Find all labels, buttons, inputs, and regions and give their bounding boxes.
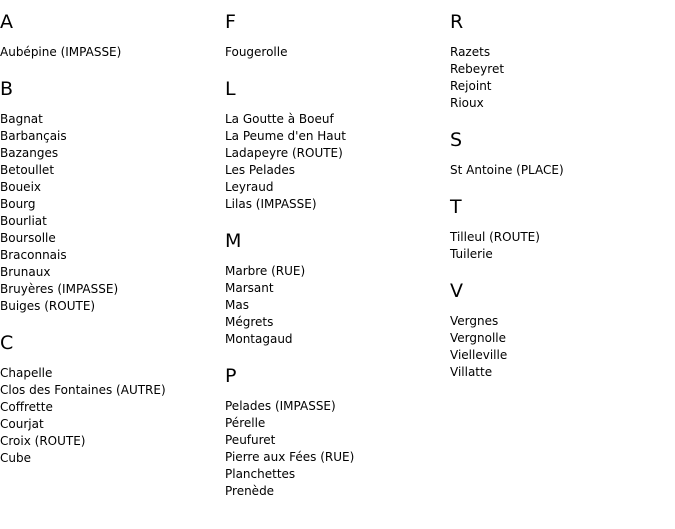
street-link[interactable]: Mas <box>225 298 249 312</box>
letter-section-s <box>450 128 665 179</box>
street-link[interactable]: Pierre aux Fées (RUE) <box>225 450 355 464</box>
street-link[interactable]: Bagnat <box>0 112 43 126</box>
street-link[interactable]: Razets <box>450 45 491 59</box>
street-link[interactable]: Marbre (RUE) <box>225 264 306 278</box>
street-link[interactable]: Montagaud <box>225 332 293 346</box>
section-letter-p: P <box>225 365 237 387</box>
letter-section-t <box>450 195 665 263</box>
street-index-column-1 <box>0 10 215 483</box>
street-link[interactable]: Peufuret <box>225 433 276 447</box>
section-letter-c: C <box>0 332 14 354</box>
street-link[interactable]: Boursolle <box>0 231 56 245</box>
street-link[interactable]: St Antoine (PLACE) <box>450 163 564 177</box>
street-link[interactable]: Lilas (IMPASSE) <box>225 197 317 211</box>
street-link[interactable]: Courjat <box>0 417 44 431</box>
street-link[interactable]: Fougerolle <box>225 45 288 59</box>
street-list-b <box>0 111 215 315</box>
letter-section-p <box>225 364 440 500</box>
letter-section-a <box>0 10 215 61</box>
street-link[interactable]: Les Pelades <box>225 163 296 177</box>
section-letter-r: R <box>450 11 464 33</box>
street-link[interactable]: Bourliat <box>0 214 47 228</box>
letter-section-r <box>450 10 665 112</box>
street-link[interactable]: Barbançais <box>0 129 67 143</box>
street-list-f <box>225 44 440 61</box>
street-link[interactable]: Bourg <box>0 197 36 211</box>
street-index-column-3 <box>450 10 665 397</box>
street-link[interactable]: Aubépine (IMPASSE) <box>0 45 122 59</box>
street-link[interactable]: Planchettes <box>225 467 296 481</box>
street-link[interactable]: Pelades (IMPASSE) <box>225 399 336 413</box>
street-link[interactable]: Rebeyret <box>450 62 505 76</box>
street-link[interactable]: Vielleville <box>450 348 508 362</box>
street-link[interactable]: Bazanges <box>0 146 59 160</box>
street-link[interactable]: Coffrette <box>0 400 53 414</box>
section-letter-t: T <box>450 196 462 218</box>
street-list-t <box>450 229 665 263</box>
letter-section-v <box>450 279 665 381</box>
street-list-r <box>450 44 665 112</box>
street-list-c <box>0 365 215 467</box>
letter-section-m <box>225 229 440 348</box>
street-link[interactable]: Pérelle <box>225 416 266 430</box>
street-list-l <box>225 111 440 213</box>
street-link[interactable]: Betoullet <box>0 163 55 177</box>
street-link[interactable]: Villatte <box>450 365 493 379</box>
street-list-s <box>450 162 665 179</box>
street-link[interactable]: La Peume d'en Haut <box>225 129 346 143</box>
section-letter-s: S <box>450 129 463 151</box>
street-list-p <box>225 398 440 500</box>
street-link[interactable]: Braconnais <box>0 248 67 262</box>
letter-section-l <box>225 77 440 213</box>
street-link[interactable]: Buiges (ROUTE) <box>0 299 96 313</box>
street-link[interactable]: Rioux <box>450 96 484 110</box>
section-letter-m: M <box>225 230 242 252</box>
section-letter-f: F <box>225 11 236 33</box>
street-link[interactable]: Vergnolle <box>450 331 506 345</box>
street-link[interactable]: Cube <box>0 451 31 465</box>
street-link[interactable]: Vergnes <box>450 314 499 328</box>
street-link[interactable]: Rejoint <box>450 79 492 93</box>
street-link[interactable]: Croix (ROUTE) <box>0 434 86 448</box>
street-link[interactable]: Ladapeyre (ROUTE) <box>225 146 343 160</box>
street-link[interactable]: Mégrets <box>225 315 274 329</box>
street-link[interactable]: Tuilerie <box>450 247 493 261</box>
street-link[interactable]: La Goutte à Boeuf <box>225 112 334 126</box>
street-link[interactable]: Clos des Fontaines (AUTRE) <box>0 383 166 397</box>
street-link[interactable]: Chapelle <box>0 366 53 380</box>
letter-section-b <box>0 77 215 315</box>
letter-section-f <box>225 10 440 61</box>
street-list-v <box>450 313 665 381</box>
section-letter-b: B <box>0 78 14 100</box>
street-link[interactable]: Brunaux <box>0 265 51 279</box>
street-index-column-2 <box>225 10 440 516</box>
street-link[interactable]: Bruyères (IMPASSE) <box>0 282 119 296</box>
section-letter-a: A <box>0 11 13 33</box>
section-letter-v: V <box>450 280 463 302</box>
street-link[interactable]: Marsant <box>225 281 274 295</box>
street-link[interactable]: Leyraud <box>225 180 274 194</box>
section-letter-l: L <box>225 78 236 100</box>
street-link[interactable]: Tilleul (ROUTE) <box>450 230 540 244</box>
street-link[interactable]: Boueix <box>0 180 41 194</box>
street-list-a <box>0 44 215 61</box>
street-list-m <box>225 263 440 348</box>
letter-section-c <box>0 331 215 467</box>
street-link[interactable]: Prenède <box>225 484 275 498</box>
